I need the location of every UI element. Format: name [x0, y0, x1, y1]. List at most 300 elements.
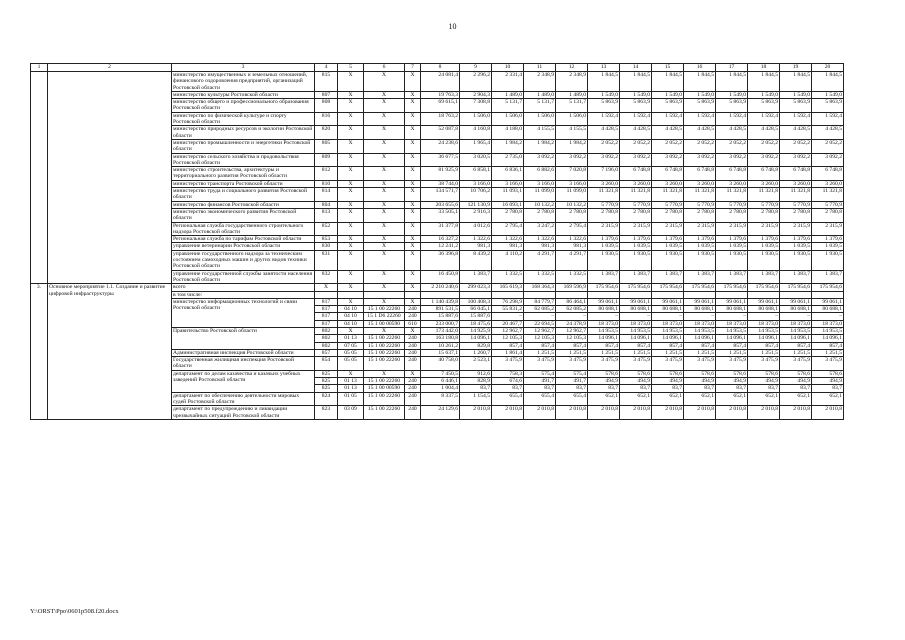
cell-col-20: 4 428,5 — [812, 126, 844, 140]
cell-col-8: 24 081,4 — [421, 72, 460, 92]
cell-col-20: 2 052,2 — [812, 139, 844, 153]
cell-col-13: 1 039,5 — [588, 243, 620, 250]
header-col-10: 10 — [492, 64, 524, 72]
empty-cell — [684, 291, 716, 298]
cell-col-11: 1 984,2 — [524, 139, 556, 153]
cell-col-16: 1 549,0 — [684, 91, 716, 98]
cell-col-15: – — [652, 313, 684, 320]
cell-col-13: 99 061,1 — [588, 298, 620, 305]
cell-col-18: 1 844,5 — [748, 72, 780, 92]
cell-col-13: 2 010,8 — [588, 406, 620, 420]
cell-col-6: X — [364, 126, 405, 140]
cell-col-16: 4 428,5 — [684, 126, 716, 140]
cell-col-6: X — [364, 243, 405, 250]
cell-col-19: 5 863,9 — [780, 99, 812, 113]
cell-col-7: X — [405, 180, 421, 187]
cell-col-7: X — [405, 250, 421, 270]
cell-col-8: 10 261,2 — [421, 342, 460, 349]
cell-col-6: 15 1 00 00590 — [364, 320, 405, 327]
header-col-9: 9 — [460, 64, 492, 72]
cell-col-14: 83,7 — [620, 385, 652, 392]
cell-col-6: 15 1 00 22260 — [364, 406, 405, 420]
cell-col-12: 11 099,0 — [556, 188, 588, 202]
cell-col-14: 14 953,5 — [620, 327, 652, 334]
cell-col-4: 802 — [315, 335, 338, 342]
cell-col-9: 14 925,9 — [460, 327, 492, 334]
cell-col-14: 6 748,8 — [620, 167, 652, 181]
empty-cell — [620, 291, 652, 298]
cell-col-10: 4 110,2 — [492, 250, 524, 270]
cell-col-5: X — [338, 327, 364, 334]
cell-col-4: 817 — [315, 298, 338, 305]
cell-col-6: 15 1 00 22260 — [364, 378, 405, 385]
cell-col-7: X — [405, 222, 421, 236]
cell-col-4: 809 — [315, 153, 338, 167]
cell-col-10: – — [492, 313, 524, 320]
cell-col-5: X — [338, 153, 364, 167]
empty-cell — [405, 291, 421, 298]
header-col-17: 17 — [716, 64, 748, 72]
cell-col-5: 07 05 — [338, 342, 364, 349]
empty-cell — [421, 291, 460, 298]
cell-col-12: 12 962,7 — [556, 327, 588, 334]
cell-col-4: 814 — [315, 188, 338, 202]
cell-col-17: 1 592,4 — [716, 112, 748, 126]
cell-col-12: 3 475,9 — [556, 357, 588, 371]
cell-col-13: 5 863,9 — [588, 99, 620, 113]
cell-col-8: 36 396,8 — [421, 250, 460, 270]
cell-col-19: 11 321,8 — [780, 188, 812, 202]
cell-col-10: 6 836,1 — [492, 167, 524, 181]
cell-col-14: 3 475,9 — [620, 357, 652, 371]
cell-col-10: 1 984,2 — [492, 139, 524, 153]
cell-col-13: 83,7 — [588, 385, 620, 392]
empty-cell — [364, 291, 405, 298]
cell-col-7: 240 — [405, 335, 421, 342]
cell-col-8: 24 238,6 — [421, 139, 460, 153]
cell-col-10: 2 780,8 — [492, 208, 524, 222]
executor-name: министерство имущественных и земельных отношений, финансового оздоровления предприятий, организаций Ростовской области — [172, 72, 315, 92]
cell-col-15: 1 379,6 — [652, 236, 684, 243]
cell-col-17: 2 780,8 — [716, 208, 748, 222]
cell-col-7: X — [405, 243, 421, 250]
cell-col-20: 99 061,1 — [812, 298, 844, 305]
cell-col-18: 80 688,1 — [748, 306, 780, 313]
cell-col-19: 578,6 — [780, 370, 812, 377]
cell-col-14: 4 428,5 — [620, 126, 652, 140]
cell-col-9: 2 010,8 — [460, 406, 492, 420]
cell-col-20: 494,9 — [812, 378, 844, 385]
cell-col-16: 578,6 — [684, 370, 716, 377]
cell-col-18: 1 039,5 — [748, 243, 780, 250]
budget-table — [30, 63, 844, 420]
cell-col-4: 804 — [315, 201, 338, 208]
executor-name: управление ветеринарии Ростовской области — [172, 243, 315, 250]
cell-col-16: 11 321,8 — [684, 188, 716, 202]
cell-col-14: – — [620, 313, 652, 320]
cell-col-16: 1 383,7 — [684, 270, 716, 284]
cell-col-15: 1 844,5 — [652, 72, 684, 92]
cell-col-19: 2 052,2 — [780, 139, 812, 153]
cell-col-7: X — [405, 72, 421, 92]
cell-col-14: 3 260,0 — [620, 180, 652, 187]
cell-col-11: 3 166,0 — [524, 180, 556, 187]
cell-col-18: 3 092,2 — [748, 153, 780, 167]
cell-col-4: 812 — [315, 167, 338, 181]
cell-col-15: 2 315,9 — [652, 222, 684, 236]
cell-col-10: 12 962,7 — [492, 327, 524, 334]
cell-col-18: 1 549,0 — [748, 91, 780, 98]
cell-col-19: 2 780,8 — [780, 208, 812, 222]
cell-col-11: 3 247,2 — [524, 222, 556, 236]
cell-col-16: 80 688,1 — [684, 306, 716, 313]
cell-col-17: 14 096,1 — [716, 335, 748, 342]
header-col-19: 19 — [780, 64, 812, 72]
cell-col-14: 99 061,1 — [620, 298, 652, 305]
cell-col-9: 18 475,6 — [460, 320, 492, 327]
cell-col-17: 2 315,9 — [716, 222, 748, 236]
empty-cell — [588, 291, 620, 298]
cell-col-17: 1 039,5 — [716, 243, 748, 250]
cell-col-10: 2 795,4 — [492, 222, 524, 236]
cell-col-13: 857,4 — [588, 342, 620, 349]
cell-col-13: 578,6 — [588, 370, 620, 377]
cell-col-7: X — [405, 167, 421, 181]
cell-col-5: X — [338, 222, 364, 236]
header-number-row — [31, 64, 844, 72]
cell-col-11: 2 780,8 — [524, 208, 556, 222]
cell-col-20: 3 092,2 — [812, 153, 844, 167]
cell-col-4: 807 — [315, 91, 338, 98]
cell-col-20: 11 321,8 — [812, 188, 844, 202]
cell-col-13: 1 379,6 — [588, 236, 620, 243]
cell-col-10: 2 735,0 — [492, 153, 524, 167]
cell-col-9: 66 045,1 — [460, 306, 492, 313]
cell-col-6: X — [364, 72, 405, 92]
executor-name: управление государственной службы занятости населения Ростовской области — [172, 270, 315, 284]
cell-col-19: 18 373,0 — [780, 320, 812, 327]
cell-col-9: 6 858,1 — [460, 167, 492, 181]
cell-col-15: 175 954,6 — [652, 284, 684, 291]
cell-col-16: 3 092,2 — [684, 153, 716, 167]
cell-col-20: 18 373,0 — [812, 320, 844, 327]
cell-col-10: 2 010,8 — [492, 406, 524, 420]
cell-col-13: 494,9 — [588, 378, 620, 385]
cell-col-18: 5 770,9 — [748, 201, 780, 208]
executor-name: Правительство Ростовской области — [172, 327, 315, 349]
header-col-5: 5 — [338, 64, 364, 72]
cell-col-12: 4 291,7 — [556, 250, 588, 270]
cell-col-6: X — [364, 139, 405, 153]
cell-col-13: 1 592,4 — [588, 112, 620, 126]
cell-col-8: 134 571,7 — [421, 188, 460, 202]
cell-col-9: 1 506,0 — [460, 112, 492, 126]
cell-col-11: 655,4 — [524, 392, 556, 406]
executor-name: Административная инспекция Ростовской области — [172, 349, 315, 356]
cell-col-15: 14 953,5 — [652, 327, 684, 334]
cell-col-6: X — [364, 236, 405, 243]
cell-col-15: 2 010,8 — [652, 406, 684, 420]
cell-col-15: 5 770,9 — [652, 201, 684, 208]
cell-col-4: 852 — [315, 222, 338, 236]
cell-col-16: 5 770,9 — [684, 201, 716, 208]
cell-col-8: 15 887,6 — [421, 313, 460, 320]
cell-col-17: 1 379,6 — [716, 236, 748, 243]
cell-col-19: 1 930,5 — [780, 250, 812, 270]
cell-col-8: 1 004,4 — [421, 385, 460, 392]
cell-col-6: 15 1 D6 22260 — [364, 313, 405, 320]
cell-col-19: 4 428,5 — [780, 126, 812, 140]
cell-col-19: 3 475,9 — [780, 357, 812, 371]
cell-col-16: 652,1 — [684, 392, 716, 406]
cell-col-4: 825 — [315, 378, 338, 385]
cell-col-7: 240 — [405, 392, 421, 406]
cell-col-10: 20 467,7 — [492, 320, 524, 327]
executor-name: Региональная служба по тарифам Ростовской области — [172, 236, 315, 243]
cell-col-6: X — [364, 327, 405, 334]
cell-col-4: 820 — [315, 126, 338, 140]
cell-col-16: 2 052,2 — [684, 139, 716, 153]
cell-col-5: 04 10 — [338, 320, 364, 327]
cell-col-18: 494,9 — [748, 378, 780, 385]
cell-col-15: 6 748,8 — [652, 167, 684, 181]
executor-name: департамент по обеспечению деятельности мировых судей Ростовской области — [172, 392, 315, 406]
cell-col-4: 810 — [315, 180, 338, 187]
cell-col-16: 1 379,6 — [684, 236, 716, 243]
cell-col-10: 76 298,9 — [492, 298, 524, 305]
cell-col-8: 81 925,9 — [421, 167, 460, 181]
cell-col-13: 3 260,0 — [588, 180, 620, 187]
header-col-4: 4 — [315, 64, 338, 72]
cell-col-9: 7 308,8 — [460, 99, 492, 113]
cell-col-5: X — [338, 139, 364, 153]
cell-col-17: 14 953,5 — [716, 327, 748, 334]
cell-col-12: – — [556, 313, 588, 320]
cell-col-12: 491,7 — [556, 378, 588, 385]
cell-col-11: 3 475,9 — [524, 357, 556, 371]
empty-cell — [556, 291, 588, 298]
cell-col-6: 15 1 00 22260 — [364, 342, 405, 349]
cell-col-19: 652,1 — [780, 392, 812, 406]
cell-col-13: – — [588, 313, 620, 320]
cell-col-12: 1 332,5 — [556, 270, 588, 284]
executor-name: министерство финансов Ростовской области — [172, 201, 315, 208]
cell-col-19: 6 748,8 — [780, 167, 812, 181]
empty-cell — [652, 291, 684, 298]
cell-col-12: 2 348,9 — [556, 72, 588, 92]
cell-col-18: 2 052,2 — [748, 139, 780, 153]
cell-col-4: 823 — [315, 406, 338, 420]
cell-col-7: 240 — [405, 342, 421, 349]
cell-col-13: 5 770,9 — [588, 201, 620, 208]
cell-col-5: X — [338, 284, 364, 291]
cell-col-17: 1 251,5 — [716, 349, 748, 356]
cell-col-14: 5 770,9 — [620, 201, 652, 208]
cell-col-5: X — [338, 112, 364, 126]
cell-col-7: X — [405, 270, 421, 284]
cell-col-6: 15 1 00 22260 — [364, 392, 405, 406]
cell-col-20: 652,1 — [812, 392, 844, 406]
cell-col-17: – — [716, 313, 748, 320]
cell-col-6: X — [364, 180, 405, 187]
cell-col-12: 3 166,0 — [556, 180, 588, 187]
header-col-11: 11 — [524, 64, 556, 72]
cell-col-19: 494,9 — [780, 378, 812, 385]
cell-col-11: 2 348,9 — [524, 72, 556, 92]
cell-col-8: 38 744,0 — [421, 180, 460, 187]
cell-col-14: 11 321,8 — [620, 188, 652, 202]
cell-col-15: 18 373,0 — [652, 320, 684, 327]
cell-col-6: 15 1 00 22260 — [364, 357, 405, 371]
cell-col-10: 11 093,1 — [492, 188, 524, 202]
header-col-14: 14 — [620, 64, 652, 72]
cell-col-11: 1 322,6 — [524, 236, 556, 243]
cell-col-20: 578,6 — [812, 370, 844, 377]
cell-col-15: 1 039,5 — [652, 243, 684, 250]
cell-col-20: 1 844,5 — [812, 72, 844, 92]
cell-col-6: 15 1 00 22260 — [364, 335, 405, 342]
cell-col-11: 83,7 — [524, 385, 556, 392]
cell-col-15: 5 863,9 — [652, 99, 684, 113]
cell-col-17: 83,7 — [716, 385, 748, 392]
cell-col-12: 24 378,9 — [556, 320, 588, 327]
cell-col-20: 1 039,5 — [812, 243, 844, 250]
header-col-12: 12 — [556, 64, 588, 72]
cell-col-8: 1 140 439,8 — [421, 298, 460, 305]
cell-col-6: X — [364, 91, 405, 98]
executor-name: министерство экономического развития Ростовской области — [172, 208, 315, 222]
cell-col-5: 04 10 — [338, 313, 364, 320]
cell-col-15: 80 688,1 — [652, 306, 684, 313]
executor-name: министерство общего и профессионального образования Ростовской области — [172, 99, 315, 113]
cell-col-16: 1 592,4 — [684, 112, 716, 126]
cell-col-8: 18 763,2 — [421, 112, 460, 126]
cell-col-18: 3 260,0 — [748, 180, 780, 187]
cell-col-10: 674,6 — [492, 378, 524, 385]
cell-col-10: 83,7 — [492, 385, 524, 392]
cell-col-20: 80 688,1 — [812, 306, 844, 313]
cell-col-4: 816 — [315, 112, 338, 126]
cell-col-8: 173 442,0 — [421, 327, 460, 334]
cell-col-14: 1 930,5 — [620, 250, 652, 270]
cell-col-20: 2 010,8 — [812, 406, 844, 420]
cell-col-20: 14 953,5 — [812, 327, 844, 334]
executor-name: департамент по предупреждению и ликвидации чрезвычайных ситуаций Ростовской области — [172, 406, 315, 420]
cell-col-11: – — [524, 313, 556, 320]
cell-col-11: 1 489,0 — [524, 91, 556, 98]
cell-col-4: 824 — [315, 392, 338, 406]
cell-col-5: X — [338, 167, 364, 181]
cell-col-19: 1 251,5 — [780, 349, 812, 356]
empty-cell — [460, 291, 492, 298]
cell-col-8: 6 446,1 — [421, 378, 460, 385]
cell-col-8: 52 087,8 — [421, 126, 460, 140]
cell-col-17: 578,6 — [716, 370, 748, 377]
cell-col-12: 1 506,0 — [556, 112, 588, 126]
cell-col-9: 10 706,2 — [460, 188, 492, 202]
header-col-6: 6 — [364, 64, 405, 72]
cell-col-13: 2 315,9 — [588, 222, 620, 236]
cell-col-11: 981,3 — [524, 243, 556, 250]
cell-col-5: 03 09 — [338, 406, 364, 420]
cell-col-6: X — [364, 208, 405, 222]
cell-col-16: 1 251,5 — [684, 349, 716, 356]
cell-col-7: X — [405, 208, 421, 222]
cell-col-17: 1 383,7 — [716, 270, 748, 284]
cell-col-9: 2 904,3 — [460, 91, 492, 98]
cell-col-19: 99 061,1 — [780, 298, 812, 305]
cell-col-18: 2 010,8 — [748, 406, 780, 420]
cell-col-9: 83,7 — [460, 385, 492, 392]
cell-col-5: 05 05 — [338, 349, 364, 356]
cell-col-19: 175 954,6 — [780, 284, 812, 291]
cell-col-8: 15 637,1 — [421, 349, 460, 356]
cell-col-19: 14 953,5 — [780, 327, 812, 334]
header-col-18: 18 — [748, 64, 780, 72]
cell-col-6: X — [364, 153, 405, 167]
cell-col-7: 240 — [405, 306, 421, 313]
cell-col-16: – — [684, 313, 716, 320]
cell-col-7: X — [405, 99, 421, 113]
cell-col-8: 203 655,6 — [421, 201, 460, 208]
cell-col-4: 813 — [315, 208, 338, 222]
cell-col-4: 802 — [315, 327, 338, 334]
cell-col-8: 2 210 240,6 — [421, 284, 460, 291]
cell-col-20: 857,4 — [812, 342, 844, 349]
total-label: всего — [172, 284, 315, 291]
cell-col-10: 3 166,0 — [492, 180, 524, 187]
cell-col-17: 6 748,8 — [716, 167, 748, 181]
header-col-15: 15 — [652, 64, 684, 72]
cell-col-14: 5 863,9 — [620, 99, 652, 113]
cell-col-8: 8 337,5 — [421, 392, 460, 406]
cell-col-14: 2 780,8 — [620, 208, 652, 222]
cell-col-20: 1 383,7 — [812, 270, 844, 284]
cell-col-8: 12 241,2 — [421, 243, 460, 250]
cell-col-5: X — [338, 188, 364, 202]
header-col-1: 1 — [31, 64, 48, 72]
cell-col-20: – — [812, 313, 844, 320]
cell-col-14: 1 379,6 — [620, 236, 652, 243]
cell-col-18: 14 096,1 — [748, 335, 780, 342]
section-total-row — [31, 284, 844, 291]
cell-col-15: 494,9 — [652, 378, 684, 385]
header-col-8: 8 — [421, 64, 460, 72]
cell-col-9: 2 523,1 — [460, 357, 492, 371]
cell-col-12: 2 010,8 — [556, 406, 588, 420]
cell-col-15: 3 260,0 — [652, 180, 684, 187]
cell-col-9: 14 096,1 — [460, 335, 492, 342]
executor-name: Региональная служба государственного строительного надзора Ростовской области — [172, 222, 315, 236]
cell-col-4: 805 — [315, 139, 338, 153]
cell-col-11: 5 131,7 — [524, 99, 556, 113]
executor-name: министерство сельского хозяйства и продовольствия Ростовской области — [172, 153, 315, 167]
cell-col-8: 19 763,3 — [421, 91, 460, 98]
cell-col-12: 857,4 — [556, 342, 588, 349]
cell-col-14: 1 844,5 — [620, 72, 652, 92]
cell-col-20: 175 954,6 — [812, 284, 844, 291]
cell-col-5: X — [338, 298, 364, 305]
cell-col-13: 14 096,1 — [588, 335, 620, 342]
cell-col-16: 1 039,5 — [684, 243, 716, 250]
cell-col-12: 12 105,3 — [556, 335, 588, 342]
cell-col-5: 05 05 — [338, 357, 364, 371]
cell-col-4: 817 — [315, 306, 338, 313]
cell-col-17: 1 930,5 — [716, 250, 748, 270]
executor-name: министерство промышленности и энергетики Ростовской области — [172, 139, 315, 153]
cell-col-15: 3 475,9 — [652, 357, 684, 371]
cell-col-16: 14 953,5 — [684, 327, 716, 334]
